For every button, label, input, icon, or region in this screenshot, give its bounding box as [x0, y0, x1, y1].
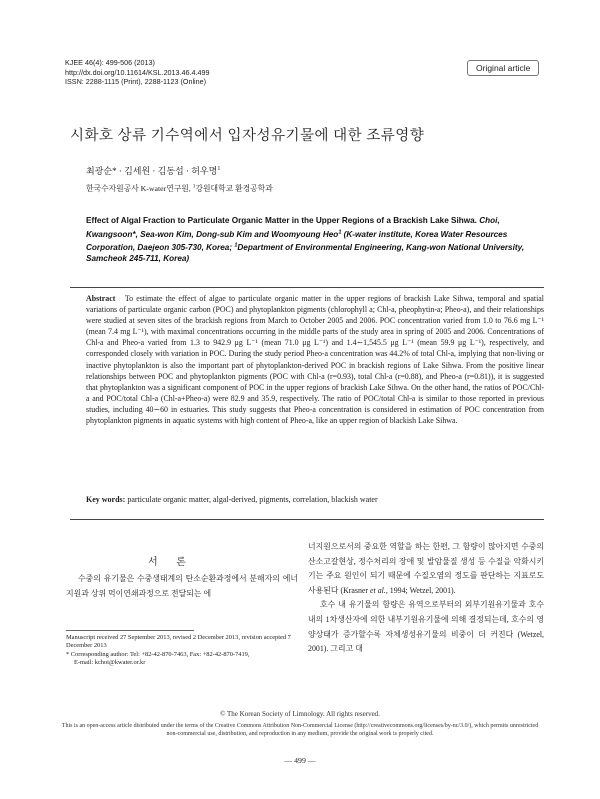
- right-paragraph-1-end: , 1994; Wetzel, 2001).: [385, 585, 456, 595]
- english-authors-sup: 1: [338, 228, 342, 235]
- abstract-label: Abstract: [86, 294, 116, 303]
- page-title: 시화호 상류 기수역에서 입자성유기물에 대한 조류영향: [70, 128, 425, 144]
- right-paragraph-2: 호수 내 유기물의 함량은 유역으로부터의 외부기원유기물과 호수내의 1차생산자에 의한 내부기원유기물에 의해 결정되는데, 호수의 영양상태가 증가할수록 자체생성유기물의 비중이 더 커진다 (Wetzel, 2001). 그리고 대: [308, 600, 544, 654]
- authors-sup: 1: [217, 166, 221, 172]
- right-paragraph-1: [308, 540, 544, 598]
- article-type-badge: Original article: [467, 60, 539, 76]
- license-text: This is an open-access article distributed under the terms of the Creative Commons Attribution Non-Commercial License (http://creativecommons.org/licenses/by-nc/3.0/), which permits unrestricted non-commercial use, distribution, and reproduction in any medium, provide the original work is properly cited.: [61, 723, 539, 737]
- right-paragraph-1-text: 너지원으로서의 중요한 역할을 하는 한편, 그 함량이 많아지면 수중의 산소고갈현상, 정수처리의 장애 및 발암물질 생성 등 수질을 악화시키기는 주요 원인이 되기 때문에 수질오염의 정도를 판단하는 지표로도 사용된다 (Krasner: [308, 542, 544, 595]
- journal-citation: KJEE 46(4): 499-506 (2013): [65, 58, 155, 67]
- doi-link[interactable]: http://dx.doi.org/10.11614/KSL.2013.46.4.499: [65, 67, 210, 77]
- affiliation-text-1: 한국수자원공사 K-water연구원,: [86, 184, 193, 193]
- footnote-email[interactable]: E-mail: kchoi@kwater.or.kr: [74, 659, 146, 667]
- keywords-label: Key words:: [86, 495, 126, 504]
- abstract: [86, 293, 544, 426]
- right-column: [308, 540, 544, 657]
- keywords: [86, 495, 544, 504]
- issn: ISSN: 2288-1115 (Print), 2288-1123 (Online): [65, 77, 207, 86]
- right-paragraph-1-etal: et al.: [370, 585, 386, 595]
- english-affil-1: (K-water institute, Korea Water Resources Corporation, Daejeon 305-730, Korea;: [86, 229, 508, 253]
- english-title: Effect of Algal Fraction to Particulate Organic Matter in the Upper Regions of a Brackish Lake Sihwa.: [86, 216, 477, 225]
- keywords-text: particulate organic matter, algal-derived, pigments, correlation, blackish water: [127, 495, 378, 504]
- left-column-paragraph: 수중의 유기물은 수중생태계의 탄소순환과정에서 분해자의 에너지원과 상위 먹이연쇄과정으로 전달되는 에: [66, 574, 298, 598]
- footnotes: [66, 634, 298, 668]
- footnote-rule: [66, 630, 194, 631]
- authors-names: 최광순* · 김세원 · 김동섭 · 허우명: [86, 166, 218, 176]
- abstract-text: To estimate the effect of algae to particulate organic matter in the upper regions of brackish Lake Sihwa, temporal and spatial variations of particulate organic carbon (POC) and phytoplankton pigments (chlorophyll a; Chl-a, pheophytin-a; Pheo-a), and their relationships were studied at seven sites of the brackish regions from March to October 2005 and 2006. POC concentration varied from 1.0 to 76.6 mg L⁻¹ (mean 7.4 mg L⁻¹), with maximal concentrations occurring in the middle parts of the study area in spring of 2005 and 2006. Concentrations of Chl-a and Pheo-a varied from 1.3 to 942.9 μg L⁻¹ (mean 71.0 μg L⁻¹) and 1.4∼1,545.5 μg L⁻¹ (mean 59.9 μg L⁻¹), respectively, and corresponded closely with variation in POC. During the study period Pheo-a concentration was 44.2% of total Chl-a, implying that non-living or inactive phytoplankton is also the important part of phytoplankton-derived POC in brackish regions of Lake Sihwa. From the positive linear relationships between POC and phytoplankton pigments (POC with Chl-a (r=0.93), total Chl-a (r=0.88), and Pheo-a (r=0.81)), it is suggested that phytoplankton was a significant component of POC in the upper regions of brackish Lake Sihwa. On the other hand, the ratios of POC/Chl-a and POC/total Chl-a (Chl-a+Pheo-a) were 82.9 and 35.9, respectively. The ratio of POC/total Chl-a is similar to those reported in previous studies, including 40∼60 in estuaries. This study suggests that Pheo-a concentration is considered in estimation of POC concentration from phytoplankton pigments in aquatic systems with high content of Pheo-a, like an upper region of blackish Lake Sihwa.: [86, 294, 544, 426]
- section-heading: 서 론: [148, 557, 194, 568]
- abstract-top-rule: [70, 287, 544, 288]
- abstract-bottom-rule: [70, 519, 544, 520]
- affiliation-text-2: 강원대학교 환경공학과: [195, 184, 273, 193]
- journal-header: [65, 58, 210, 87]
- english-title-block: [86, 216, 544, 265]
- affiliation-ko: [86, 183, 273, 194]
- affiliation-sup: 1: [192, 183, 196, 190]
- footnote-corresponding: * Corresponding author: Tel: +82-42-870-7463, Fax: +82-42-870-7419,: [66, 650, 250, 658]
- english-authors: Choi, Kwangsoon*, Sea-won Kim, Dong-sub Kim and Woomyoung Heo: [86, 216, 500, 239]
- english-affil-sup: 1: [234, 242, 238, 249]
- footnote-received: Manuscript received 27 September 2013, revised 2 December 2013, revision accepted 7 December 2013: [66, 634, 291, 650]
- english-affil-2: Department of Environmental Engineering, Kang-won National University, Samcheok 245-711, Korea): [86, 243, 525, 263]
- authors-ko: [86, 164, 220, 177]
- page-number: — 499 —: [284, 756, 316, 765]
- copyright: © The Korean Society of Limnology. All rights reserved.: [220, 710, 380, 718]
